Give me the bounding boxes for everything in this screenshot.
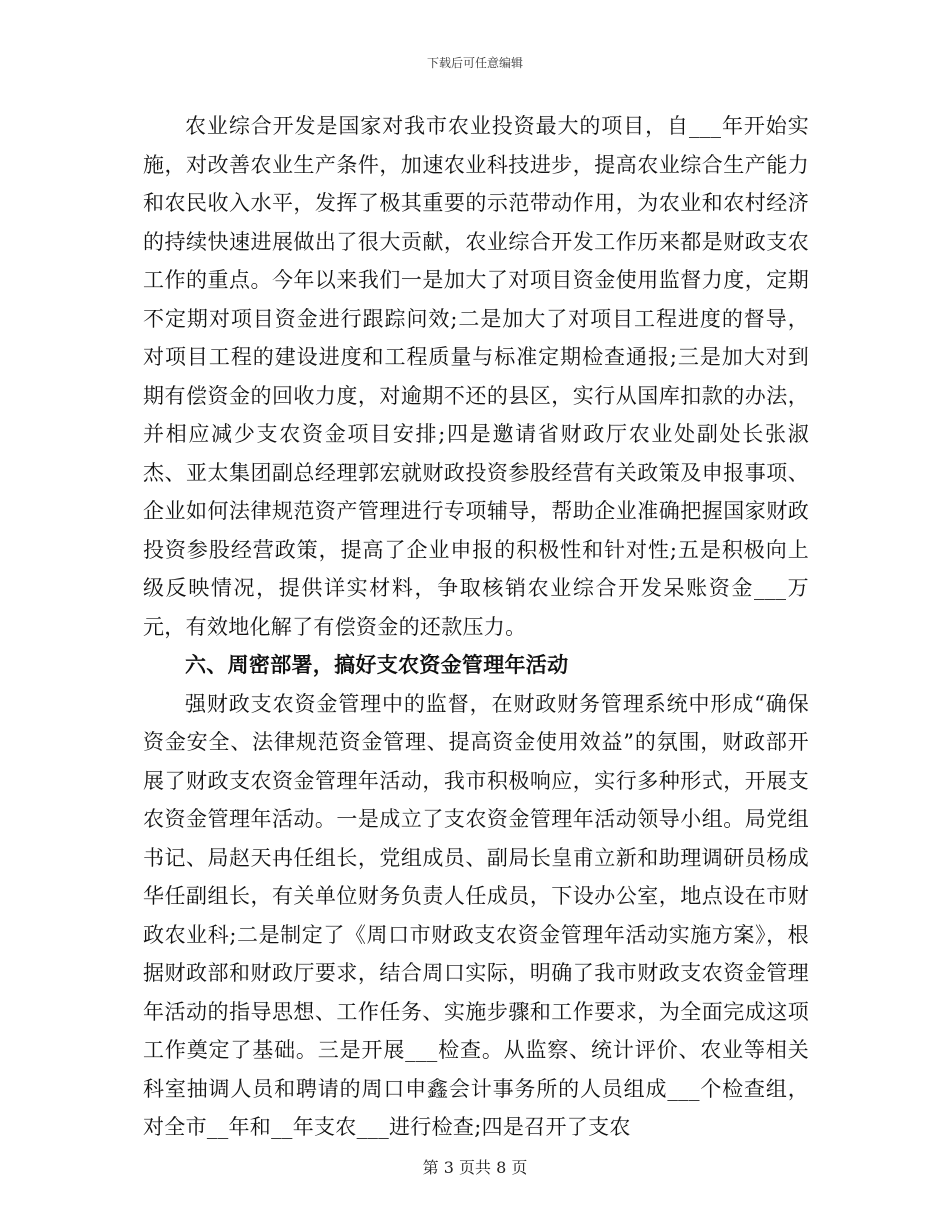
paragraph-agricultural-development: 农业综合开发是国家对我市农业投资最大的项目，自___年开始实施，对改善农业生产条件，加速农业科技进步，提高农业综合生产能力和农民收入水平，发挥了极其重要的示范带动作用，为农业和农村经济的持续快速进展做出了很大贡献，农业综合开发工作历来都是财政支农工作的重点。今年以来我们一是加大了对项目资金使用监督力度，定期不定期对项目资金进行跟踪问效;二是加大了对项目工程进度的督导，对项目工程的建设进度和工程质量与标准定期检查通报;三是加大对到期有偿资金的回收力度，对逾期不还的县区，实行从国库扣款的办法，并相应减少支农资金项目安排;四是邀请省财政厅农业处副处长张淑杰、亚太集团副总经理郭宏就财政投资参股经营有关政策及申报事项、企业如何法律规范资产管理进行专项辅导，帮助企业准确把握国家财政投资参股经营政策，提高了企业申报的积极性和针对性;五是积极向上级反映情况，提供详实材料，争取核销农业综合开发呆账资金___万元，有效地化解了有偿资金的还款压力。 (143, 114, 809, 639)
document-body (143, 107, 809, 1147)
paragraph-fund-management-year: 强财政支农资金管理中的监督，在财政财务管理系统中形成“确保资金安全、法律规范资金管理、提高资金使用效益”的氛围，财政部开展了财政支农资金管理年活动，我市积极响应，实行多种形式，开展支农资金管理年活动。一是成立了支农资金管理年活动领导小组。局党组书记、局赵天冉任组长，党组成员、副局长皇甫立新和助理调研员杨成华任副组长，有关单位财务负责人任成员，下设办公室，地点设在市财政农业科;二是制定了《周口市财政支农资金管理年活动实施方案》，根据财政部和财政厅要求，结合周口实际，明确了我市财政支农资金管理年活动的指导思想、工作任务、实施步骤和工作要求，为全面完成这项工作奠定了基础。三是开展___检查。从监察、统计评价、农业等相关科室抽调人员和聘请的周口申鑫会计事务所的人员组成___个检查组，对全市__年和__年支农___进行检查;四是召开了支农 (143, 691, 809, 1139)
section-heading-six: 六、周密部署，搞好支农资金管理年活动 (185, 652, 569, 677)
page-footer-page-number: 第 3 页共 8 页 (422, 1158, 528, 1177)
page-header: 下载后可任意编辑 (426, 56, 523, 70)
